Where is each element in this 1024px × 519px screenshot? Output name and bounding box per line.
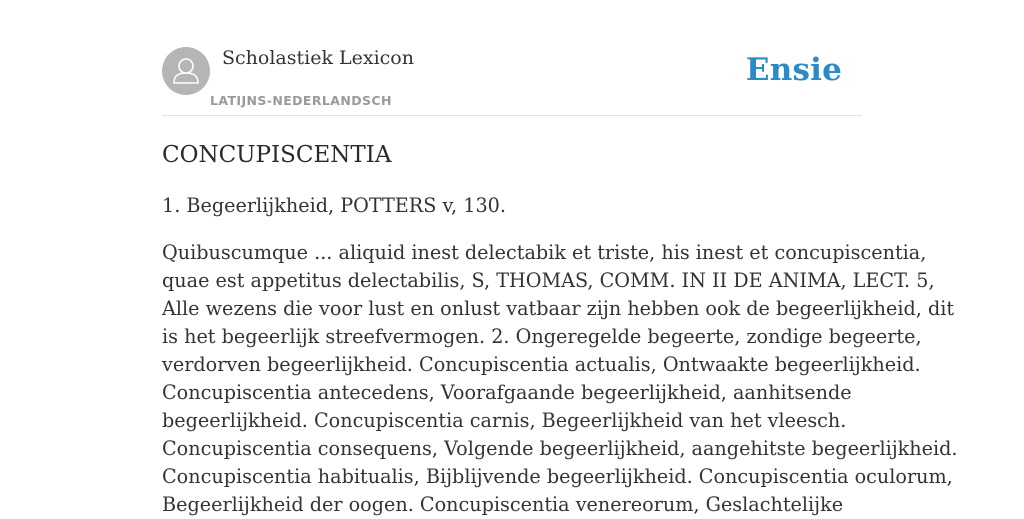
paragraph-line: begeerlijkheid. Concupiscentia carnis, Begeerlijkheid van het vleesch.: [162, 409, 847, 432]
paragraph-line: Concupiscentia consequens, Volgende begeerlijkheid, aangehitste begeerlijkheid.: [162, 437, 958, 460]
paragraph-line: Concupiscentia habitualis, Bijblijvende begeerlijkheid. Concupiscentia oculorum,: [162, 465, 953, 488]
definition-paragraph-1: 1. Begeerlijkheid, POTTERS v, 130.: [162, 194, 506, 217]
paragraph-line: Concupiscentia antecedens, Voorafgaande begeerlijkheid, aanhitsende: [162, 381, 852, 404]
paragraph-line: Alle wezens die voor lust en onlust vatbaar zijn hebben ook de begeerlijkheid, dit: [162, 297, 955, 320]
page: [162, 0, 958, 516]
header: [162, 0, 862, 116]
paragraph-line: Begeerlijkheid der oogen. Concupiscentia venereorum, Geslachtelijke: [162, 493, 844, 516]
paragraph-line: Quibuscumque ... aliquid inest delectabik et triste, his inest et concupiscentia,: [162, 241, 927, 264]
paragraph-line: is het begeerlijk streefvermogen. 2. Ongeregelde begeerte, zondige begeerte,: [162, 325, 922, 348]
paragraph-line: quae est appetitus delectabilis, S, THOMAS, COMM. IN II DE ANIMA, LECT. 5,: [162, 269, 935, 292]
user-icon[interactable]: [162, 47, 210, 95]
paragraph-line: verdorven begeerlijkheid. Concupiscentia actualis, Ontwaakte begeerlijkheid.: [162, 353, 921, 376]
lexicon-subtitle: LATIJNS-NEDERLANDSCH: [210, 93, 392, 108]
definition-paragraph-2: [162, 239, 958, 519]
page-title: CONCUPISCENTIA: [162, 142, 392, 168]
lexicon-title[interactable]: Scholastiek Lexicon: [222, 47, 414, 69]
brand-logo[interactable]: Ensie: [745, 52, 842, 88]
